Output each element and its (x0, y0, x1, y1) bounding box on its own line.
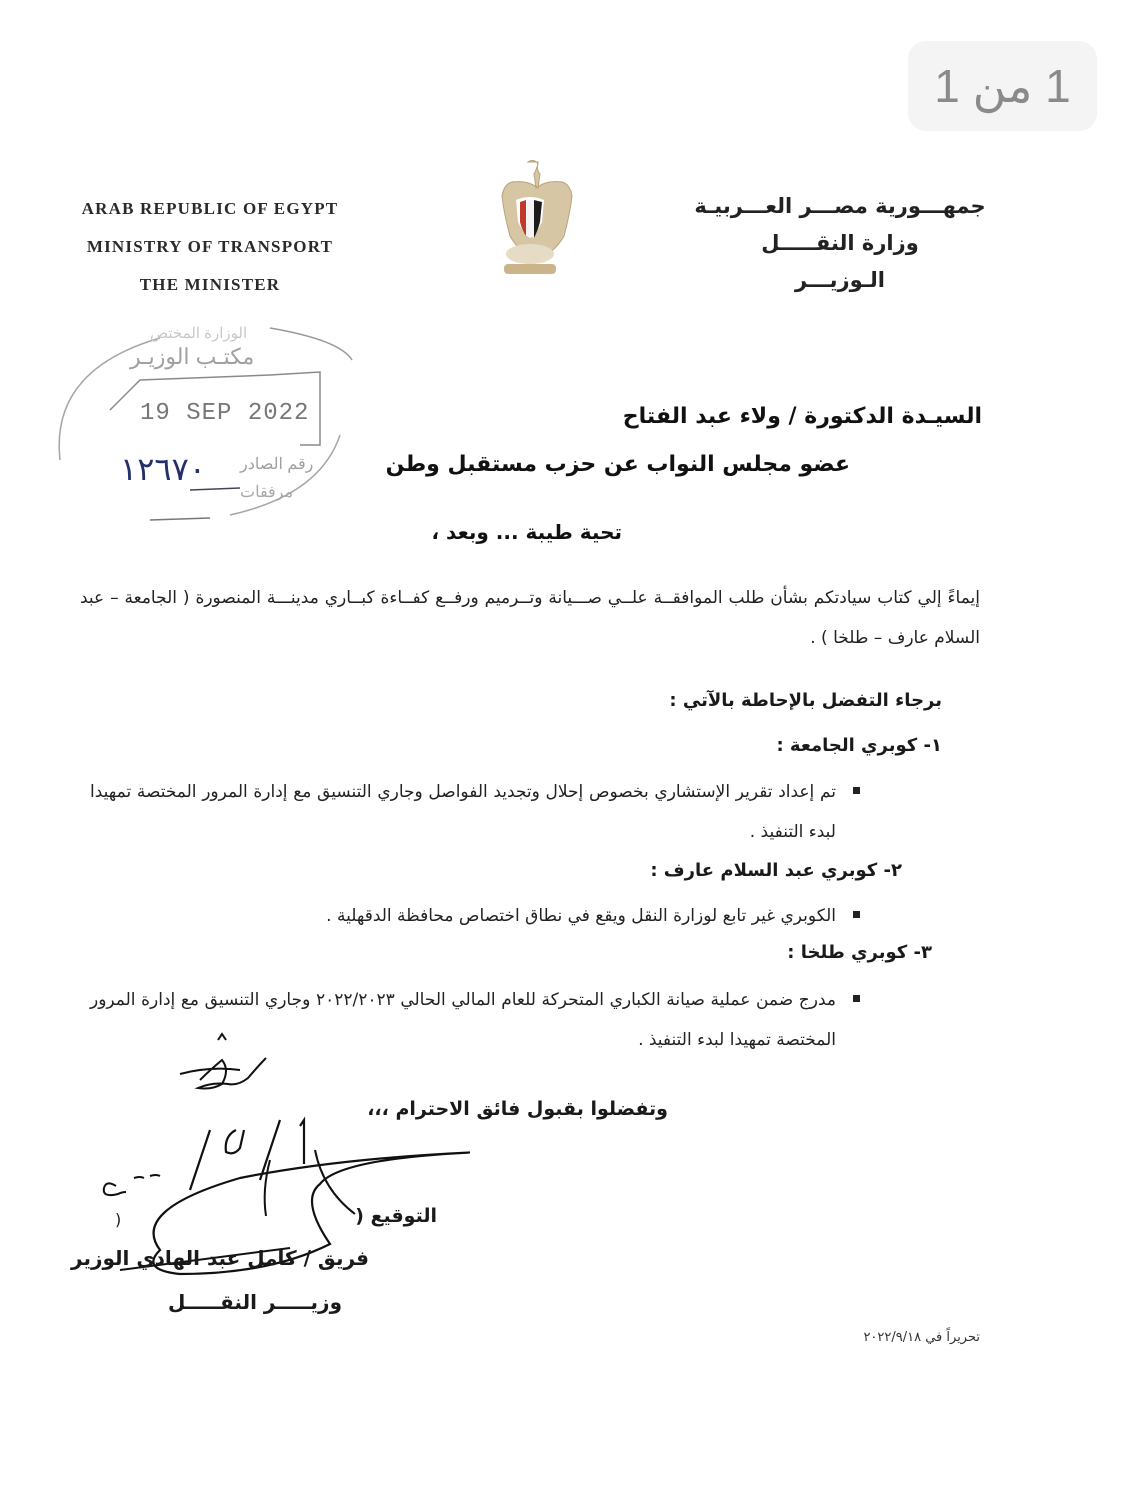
item-bullet-1-text: تم إعداد تقرير الإستشاري بخصوص إحلال وتجديد الفواصل وجاري التنسيق مع إدارة المرور المختصة تمهيدا لبدء التنفيذ . (90, 782, 836, 842)
bullet-square-icon (853, 911, 860, 918)
addressee-title: عضو مجلس النواب عن حزب مستقبل وطن (385, 452, 850, 477)
addressee-name: السيـدة الدكتورة / ولاء عبد الفتاح (622, 404, 982, 429)
letterhead-minister: THE MINISTER (139, 275, 281, 294)
request-heading: برجاء التفضل بالإحاطة بالآتي : (669, 690, 942, 711)
office-stamp (40, 310, 370, 530)
page-indicator: 1 من 1 (908, 41, 1097, 131)
bullet-square-icon (853, 787, 860, 794)
item-bullet-3-text: مدرج ضمن عملية صيانة الكباري المتحركة للعام المالي الحالي ٢٠٢٢/٢٠٢٣ وجاري التنسيق مع إدارة المرور المختصة تمهيدا لبدء التنفيذ . (90, 990, 836, 1050)
arabic-letterhead (680, 188, 1000, 299)
letterhead-country: ARAB REPUBLIC OF EGYPT (81, 199, 339, 218)
stamp-outgoing-label: رقم الصادر (240, 456, 314, 473)
item-bullet-2-text: الكوبري غير تابع لوزارة النقل ويقع في نطاق اختصاص محافظة الدقهلية . (326, 906, 836, 926)
stamp-faded-text: الوزارة المختص (150, 325, 248, 342)
stamp-number: ١٢٦٧٠ (120, 451, 206, 487)
signatory-name: فريق / كامل عبد الهادي الوزير (71, 1246, 369, 1270)
handwritten-signature (90, 1030, 470, 1330)
stamp-date: 19 SEP 2022 (140, 400, 310, 427)
signatory-position: وزيـــــر النقـــــل (168, 1290, 342, 1314)
signature-label: التوقيع ( (355, 1205, 437, 1227)
letterhead-ministry-ar: وزارة النقـــــل (761, 231, 919, 255)
signature-close-paren: ) (115, 1210, 122, 1229)
item-bullet-1 (90, 772, 860, 852)
item-heading-1: ١- كوبري الجامعة : (776, 735, 942, 756)
letterhead-ministry: MINISTRY OF TRANSPORT (86, 237, 334, 256)
item-heading-3: ٣- كوبري طلخا : (787, 942, 932, 963)
closing: وتفضلوا بقبول فائق الاحترام ،،، (367, 1098, 668, 1120)
item-heading-2: ٢- كوبري عبد السلام عارف : (650, 860, 902, 881)
egypt-eagle-emblem-icon (484, 156, 576, 284)
written-date: تحريراً في ٢٠٢٢/٩/١٨ (863, 1330, 980, 1345)
bullet-square-icon (853, 995, 860, 1002)
english-letterhead (50, 190, 370, 304)
stamp-attachments-label: مرفقات (240, 484, 294, 501)
intro-paragraph: إيماءً إلي كتاب سيادتكم بشأن طلب الموافقــة علــي صـــيانة وتــرميم ورفــع كفــاءة كبــاري مدينـــة المنصورة ( الجامعة – عبد السلام عارف – طلخا ) . (80, 588, 980, 648)
greeting: تحية طيبة ... وبعد ، (431, 520, 622, 544)
letterhead-minister-ar: الـوزيـــر (795, 268, 885, 292)
item-bullet-2 (240, 896, 860, 936)
letterhead-country-ar: جمهـــورية مصـــر العـــربيـة (694, 194, 986, 218)
stamp-office-label: مكتـب الوزيـر (130, 344, 255, 369)
